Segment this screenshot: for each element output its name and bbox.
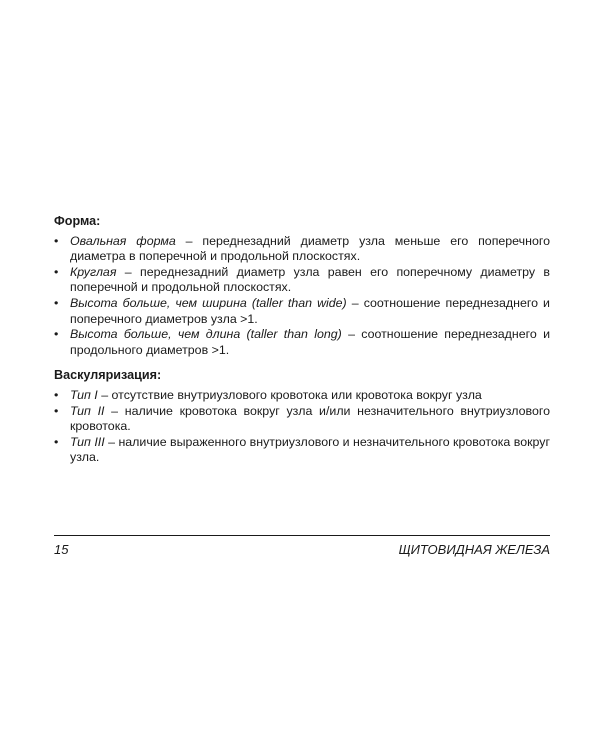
list-item	[54, 327, 550, 358]
page-content	[54, 214, 550, 466]
page-footer	[54, 542, 550, 557]
bullet-icon: •	[54, 264, 59, 279]
bullet-icon: •	[54, 387, 59, 402]
list-item-text: – переднезадний диаметр узла равен его поперечному диаметру в поперечной и продольной плоскостях.	[70, 264, 550, 295]
list-item-term: Тип III	[70, 434, 105, 449]
bullet-icon: •	[54, 434, 59, 449]
list-item	[54, 296, 550, 327]
list-item	[54, 265, 550, 296]
list-item-text: – наличие выраженного внутриузлового и незначительного кровотока вокруг узла.	[70, 434, 550, 465]
section-heading-shape: Форма:	[54, 214, 101, 228]
section-heading-vascularization: Васкуляризация:	[54, 368, 162, 383]
list-item-text: – соотношение переднезаднего и продольного диаметров >1.	[70, 327, 550, 357]
list-item-term: Овальная форма	[70, 233, 176, 248]
running-title: ЩИТОВИДНАЯ ЖЕЛЕЗА	[398, 542, 550, 557]
footer-divider	[54, 535, 550, 536]
page-number: 15	[54, 542, 69, 557]
list-item-term: Высота больше, чем длина (taller than long)	[70, 327, 342, 342]
list-item	[54, 404, 550, 435]
shape-list	[54, 234, 550, 359]
bullet-icon: •	[54, 327, 59, 342]
bullet-icon: •	[54, 403, 59, 418]
bullet-icon: •	[54, 233, 59, 248]
list-item	[54, 234, 550, 265]
vascularization-list	[54, 388, 550, 466]
list-item-text: – переднезадний диаметр узла меньше его поперечного диаметра в поперечной и продольной плоскостях.	[70, 233, 550, 264]
list-item	[54, 435, 550, 466]
list-item-term: Тип I	[70, 387, 98, 402]
section-vascularization	[54, 368, 550, 466]
bullet-icon: •	[54, 295, 59, 310]
list-item-text: – отсутствие внутриузлового кровотока или кровотока вокруг узла	[97, 387, 482, 402]
list-item-term: Высота больше, чем ширина (taller than wide)	[70, 295, 347, 310]
list-item-term: Тип II	[70, 403, 105, 418]
list-item-text: – соотношение переднезаднего и поперечного диаметров узла >1.	[70, 295, 550, 326]
list-item	[54, 388, 550, 404]
list-item-term: Круглая	[70, 264, 117, 279]
section-shape	[54, 214, 550, 358]
list-item-text: – наличие кровотока вокруг узла и/или незначительного внутриузлового кровотока.	[70, 403, 550, 434]
